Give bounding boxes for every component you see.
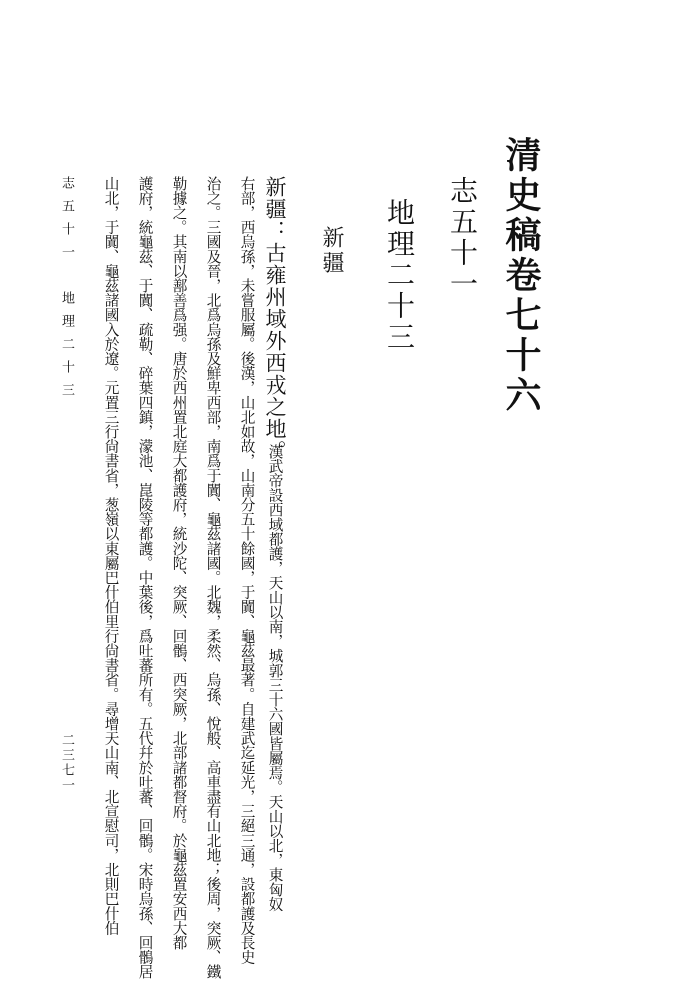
lead-text: 新疆：古雍州域外西戎之地。 [263, 176, 287, 462]
page-number: 二三七一 [59, 733, 74, 793]
note-line: 山北，于闐、龜茲諸國入於遼。元置三行尙書省，葱嶺以東屬巴什伯里行尙書省。尋增天山南、北宣慰司，北則巴什伯 [102, 176, 120, 936]
note-line: 護府，統龜茲、于闐、疏勒、碎葉四鎮，濛池、崑陵等都護。中葉後，爲吐蕃所有。五代幷於吐蕃、回鶻。宋時烏孫、回鶻居 [136, 176, 154, 979]
note-line: 勒據之。其南以鄯善爲强。唐於西州置北庭大都護府，統沙陀、突厥、回鶻、西突厥，北部諸都督府。於龜茲置安西大都 [170, 176, 188, 950]
note-line: 治之。三國及晉，北爲烏孫及鮮卑西部，南爲于闐、龜茲諸國。北魏，柔然、烏孫、悅般、高車盡有山北地；後周，突厥、鐵 [204, 176, 222, 979]
volume-title: 清史稿卷七十六 [500, 136, 542, 416]
running-head: 志五十一 地理二十三 [59, 176, 74, 406]
subject-heading: 地理二十三 [383, 198, 416, 353]
note-line: 漢武帝設西域都護，天山以南，城郭三十六國皆屬焉。天山以北，東匈奴 [266, 444, 284, 912]
region-heading: 新疆 [319, 226, 344, 276]
note-line: 右部，西烏孫，未嘗服屬。後漢，山北如故，山南分五十餘國，于闐、龜茲最著。自建武迄延光，三絕三通，設都護及長史 [238, 176, 256, 965]
section-heading: 志五十一 [446, 176, 479, 300]
